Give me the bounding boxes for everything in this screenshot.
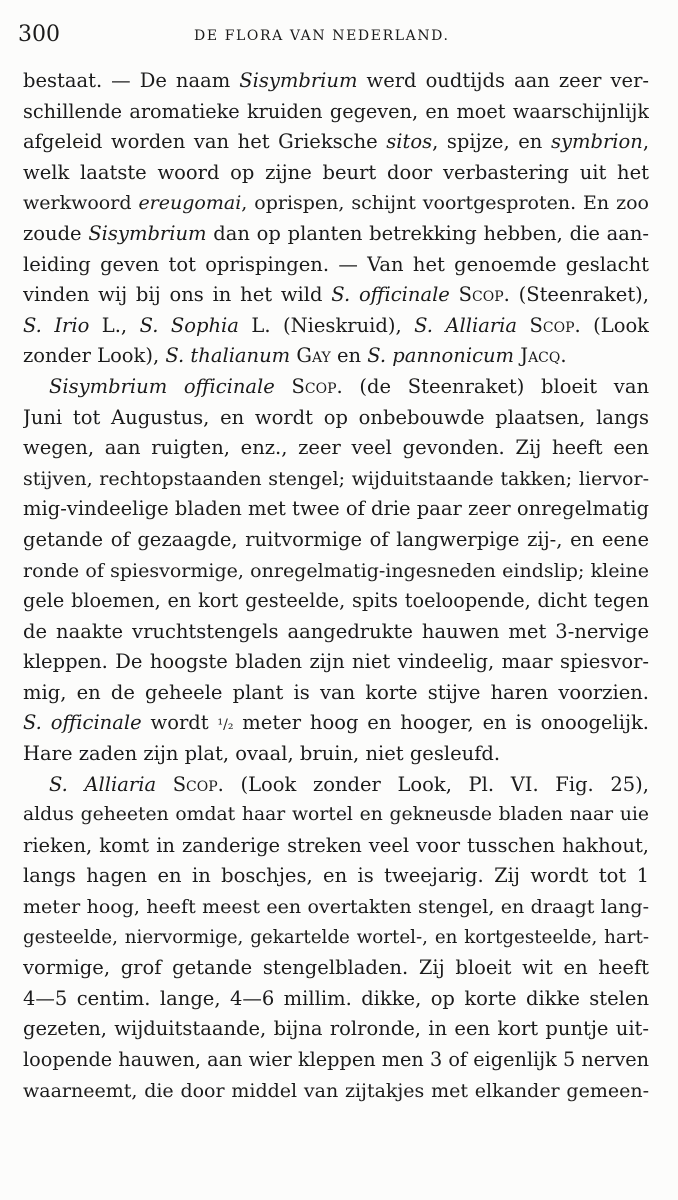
text-segment: werd oudtijds aan zeer ver- xyxy=(357,69,649,92)
text-segment: vormige, grof getande stengelbladen. Zij bloeit wit en heeft xyxy=(23,956,649,980)
italic-segment: ereugomai xyxy=(138,192,242,215)
text-segment: ronde of spiesvormige, onregelmatig-ingesneden eindslip; kleine xyxy=(23,559,649,582)
text-segment: rieken, komt in zanderige streken veel voor tusschen hakhout, xyxy=(23,833,649,857)
italic-segment: S. Irio xyxy=(23,313,90,337)
text-line xyxy=(23,280,649,311)
text-segment: . (de Steenraket) bloeit van xyxy=(336,374,649,398)
text-segment xyxy=(517,314,529,337)
text-segment: aldus geheeten omdat haar wortel en gekneusde bladen naar uie xyxy=(23,804,649,826)
italic-segment: Sisymbrium officinale xyxy=(49,374,275,398)
text-line xyxy=(23,219,649,250)
fraction: ¹/₂ xyxy=(217,717,234,734)
text-segment xyxy=(450,283,459,306)
text-segment: wordt xyxy=(141,711,218,735)
text-segment: waarneemt, die door middel van zijtakjes met elkander gemeen- xyxy=(23,1079,649,1102)
text-line xyxy=(23,861,649,892)
text-line xyxy=(23,953,649,984)
text-line xyxy=(23,66,649,97)
text-segment: meter hoog, heeft meest een overtakten stengel, en draagt lang- xyxy=(23,896,649,919)
text-line xyxy=(23,464,649,495)
italic-segment: S. Sophia xyxy=(139,313,239,337)
text-line xyxy=(23,923,649,954)
text-line xyxy=(23,678,649,709)
text-segment: Hare zaden zijn plat, ovaal, bruin, niet gesleufd. xyxy=(23,742,501,766)
italic-segment: S. officinale xyxy=(23,711,142,735)
page-number: 300 xyxy=(18,22,60,47)
body-text xyxy=(23,66,649,1106)
text-line xyxy=(23,1014,649,1045)
running-title: DE FLORA VAN NEDERLAND. xyxy=(194,28,450,44)
text-segment xyxy=(156,773,173,796)
text-segment: zoude xyxy=(23,221,89,245)
text-segment: en xyxy=(330,344,368,368)
text-segment: mig-vindeelige bladen met twee of drie paar zeer onregelmatig xyxy=(23,497,649,521)
text-segment: L. (Nieskruid), xyxy=(238,313,415,337)
text-segment: Juni tot Augustus, en wordt op onbebouwde plaatsen, langs xyxy=(23,405,649,429)
text-segment: loopende hauwen, aan wier kleppen men 3 of eigenlijk 5 nerven xyxy=(23,1048,649,1071)
italic-segment: S. Alliaria xyxy=(49,772,157,796)
text-line xyxy=(23,525,649,556)
text-segment: vinden wij bij ons in het wild xyxy=(23,283,332,307)
text-segment: zonder Look), xyxy=(23,344,166,368)
text-segment: , oprispen, schijnt voortgesproten. En zoo xyxy=(241,192,649,215)
text-line xyxy=(23,311,649,342)
text-segment: , spijze, en xyxy=(432,130,551,154)
italic-segment: Sisymbrium xyxy=(88,221,207,245)
text-segment: schillende aromatieke kruiden gegeven, en moet waarschijnlijk xyxy=(23,99,649,123)
text-segment: L., xyxy=(89,313,140,337)
text-line xyxy=(23,158,649,189)
text-segment: 4—5 centim. lange, 4—6 millim. dikke, op korte dikke stelen xyxy=(23,986,649,1010)
text-line xyxy=(23,341,649,372)
text-line xyxy=(23,97,649,128)
text-segment: , xyxy=(642,130,649,154)
text-segment: wegen, aan ruigten, enz., zeer veel gevonden. Zij heeft een xyxy=(23,436,649,460)
page-header xyxy=(18,16,658,56)
italic-segment: sitos xyxy=(386,130,433,154)
text-line xyxy=(23,372,649,403)
text-line xyxy=(23,617,649,648)
text-segment: mig, en de geheele plant is van korte stijve haren voorzien. xyxy=(23,680,649,704)
italic-segment: S. Alliaria xyxy=(414,313,518,337)
text-segment: meter hoog en hooger, en is onoogelijk. xyxy=(233,711,649,735)
text-segment: leiding geven tot oprispingen. — Van het genoemde geslacht xyxy=(23,252,649,276)
text-segment: . xyxy=(560,344,567,368)
text-line xyxy=(23,494,649,525)
text-line xyxy=(23,1076,649,1107)
text-line xyxy=(23,1045,649,1076)
text-segment: dan op planten betrekking hebben, die aan- xyxy=(206,221,649,245)
text-segment: de naakte vruchtstengels aangedrukte hauwen met 3-nervige xyxy=(23,619,649,643)
text-line xyxy=(23,770,649,801)
text-line xyxy=(23,586,649,617)
text-line xyxy=(23,800,649,831)
author-abbreviation: Gay xyxy=(296,344,331,368)
italic-segment: S. pannonicum xyxy=(367,344,515,368)
author-abbreviation: Scop xyxy=(529,313,575,337)
text-segment: kleppen. De hoogste bladen zijn niet vindeelig, maar spiesvor- xyxy=(23,650,649,674)
author-abbreviation: Scop xyxy=(172,772,218,796)
author-abbreviation: Jacq xyxy=(520,344,561,368)
text-segment: . (Look zonder Look, Pl. VI. Fig. 25), xyxy=(217,772,649,796)
text-line xyxy=(23,188,649,219)
text-line xyxy=(23,739,649,770)
text-line xyxy=(23,127,649,158)
text-segment: gezeten, wijduitstaande, bijna rolronde, in een kort puntje uit- xyxy=(23,1017,649,1041)
text-segment: gesteelde, niervormige, gekartelde wortel-, en kortgesteelde, hart- xyxy=(23,926,649,948)
text-segment: afgeleid worden van het Grieksche xyxy=(23,130,387,154)
text-segment: gele bloemen, en kort gesteelde, spits toeloopende, dicht tegen xyxy=(23,589,649,613)
text-segment: welk laatste woord op zijne beurt door verbastering uit het xyxy=(23,160,649,184)
text-line xyxy=(23,556,649,587)
text-segment xyxy=(275,375,292,398)
author-abbreviation: Scop xyxy=(458,283,504,307)
text-line xyxy=(23,403,649,434)
text-line xyxy=(23,984,649,1015)
text-line xyxy=(23,647,649,678)
italic-segment: S. officinale xyxy=(331,283,450,307)
italic-segment: Sisymbrium xyxy=(239,69,358,92)
text-line xyxy=(23,892,649,923)
italic-segment: S. thalianum xyxy=(165,344,291,368)
text-segment: . (Look xyxy=(574,313,649,337)
italic-segment: symbrion xyxy=(550,130,643,154)
text-line xyxy=(23,433,649,464)
text-segment: getande of gezaagde, ruitvormige of langwerpige zij-, en eene xyxy=(23,527,649,551)
text-segment: bestaat. — De naam xyxy=(23,69,240,92)
text-segment: stijven, rechtopstaanden stengel; wijduitstaande takken; liervor- xyxy=(23,467,649,490)
text-line xyxy=(23,831,649,862)
text-segment: langs hagen en in boschjes, en is tweejarig. Zij wordt tot 1 xyxy=(23,864,649,888)
text-line xyxy=(23,708,649,739)
text-segment: . (Steenraket), xyxy=(503,283,649,307)
text-line xyxy=(23,250,649,281)
text-segment: werkwoord xyxy=(23,192,139,215)
author-abbreviation: Scop xyxy=(291,374,337,398)
